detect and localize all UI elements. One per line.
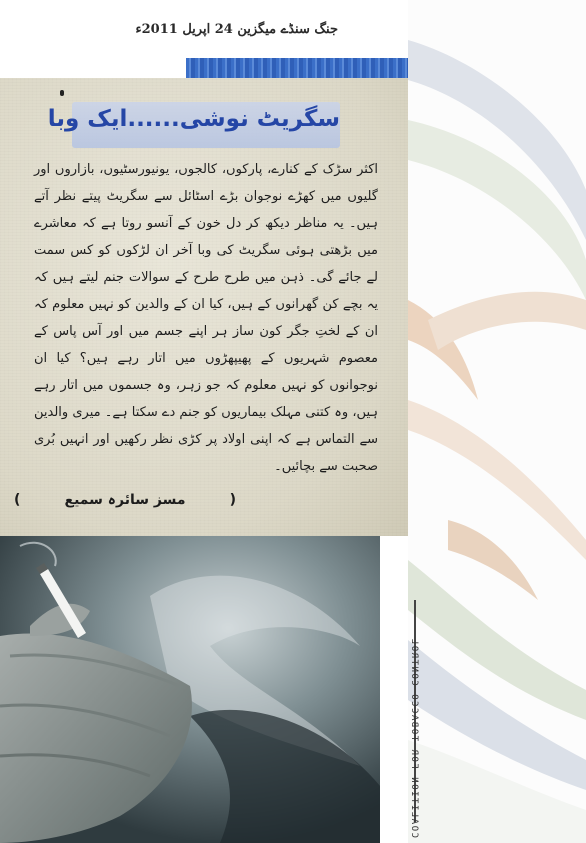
article-block xyxy=(0,78,408,536)
article-body: اکثر سڑک کے کنارے، پارکوں، کالجوں، یونیورسٹیوں، بازاروں اور گلیوں میں کھڑے نوجوان بڑے اسٹائل سے سگریٹ پیتے نظر آتے ہیں۔ یہ مناظر دیکھ کر دل خون کے آنسو روتا ہے کہ معاشرے میں بڑھتی ہوئی سگریٹ کی وبا آخر ان لڑکوں کو کس سمت لے جائے گی۔ ذہن میں طرح طرح کے سوالات جنم لیتے ہیں کہ یہ بچے کن گھرانوں کے ہیں، کیا ان کے والدین کو نہیں معلوم کہ ان کے لختِ جگر کون ساز ہر اپنے جسم میں اور آس پاس کے معصوم شہریوں کے پھیپھڑوں میں اتار رہے ہیں؟ کیا ان نوجوانوں کو نہیں معلوم کہ جو زہر، وہ جسموں میں اتار رہے ہیں، وہ کتنی مہلک بیماریوں کو جنم دے سکتا ہے۔ میری والدین سے التماس ہے کہ اپنی اولاد پر کڑی نظر رکھیں اور انہیں بُری صحبت سے بچائیں۔ xyxy=(34,162,378,474)
print-mark xyxy=(60,90,64,96)
article-headline: سگریٹ نوشی......ایک وبا xyxy=(47,106,340,132)
clipping-masthead xyxy=(0,0,408,58)
photo-right-margin xyxy=(380,536,408,843)
cigarette-hand-photo xyxy=(0,536,380,843)
article-byline: ( مسز سائرہ سمیع ) xyxy=(20,486,230,514)
blue-header-band xyxy=(186,58,408,78)
publication-dateline: جنگ سنڈے میگزین 24 اپریل 2011ء xyxy=(135,22,338,37)
organization-caption: COALITION FOR TOBACCO CONTROL xyxy=(409,637,419,838)
background-swirl-art xyxy=(408,0,586,843)
